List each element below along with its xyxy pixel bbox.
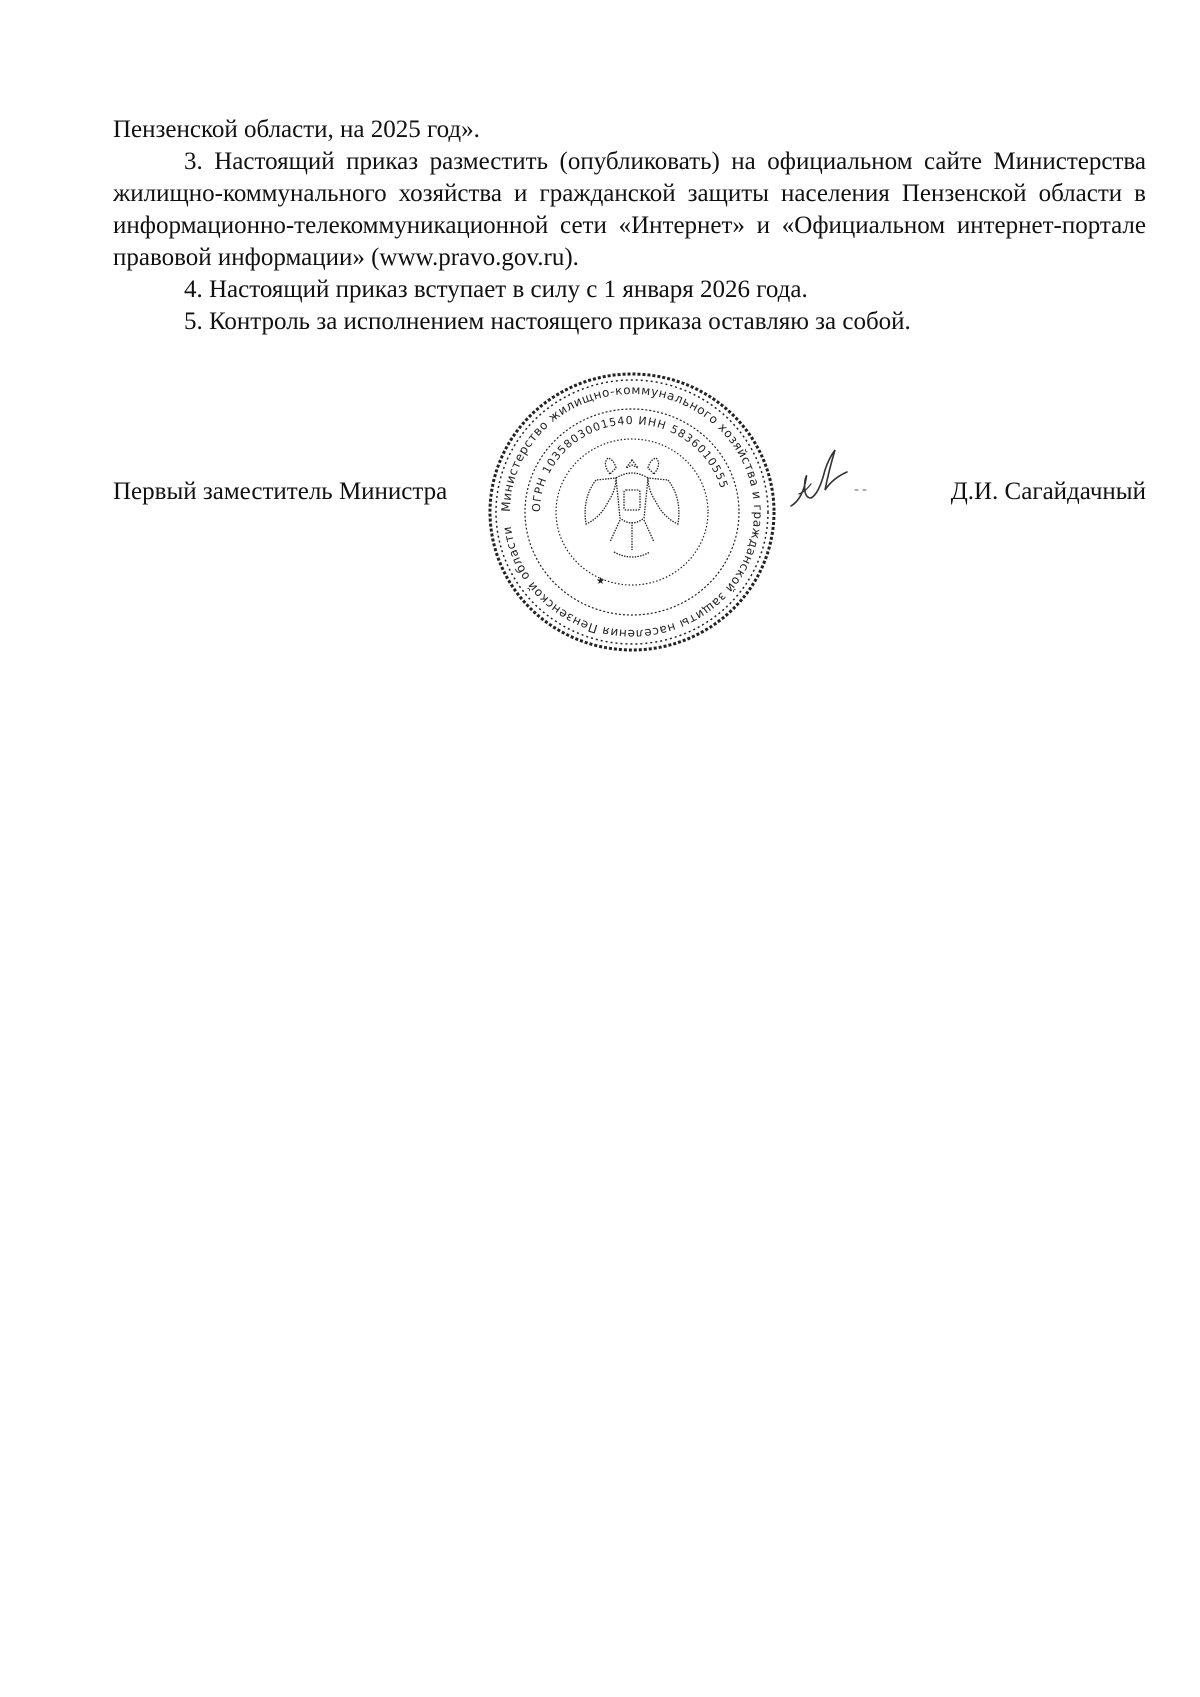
seal-star-icon: ★ — [596, 576, 605, 587]
signatory-title: Первый заместитель Министра — [113, 478, 448, 505]
seal-outer-text: Министерство жилищно-коммунального хозяйства и гражданской защиты населения Пензенской области — [498, 382, 766, 642]
signature-block — [113, 476, 1146, 512]
document-body — [113, 114, 1146, 338]
paragraph-item-5: 5. Контроль за исполнением настоящего приказа оставляю за собой. — [184, 308, 911, 335]
paragraph-item-3: 3. Настоящий приказ разместить (опубликовать) на официальном сайте Министерства жилищно-коммунального хозяйства и гражданской защиты населения Пензенской области в информационно-телекоммуникационной сети «Интернет» и «Официальном интернет-портале правовой информации» (www.pravo.gov.ru). — [113, 148, 1146, 271]
official-seal — [478, 362, 786, 662]
signatory-name: Д.И. Сагайдачный — [950, 478, 1146, 505]
paragraph-continuation: Пензенской области, на 2025 год». — [113, 116, 480, 143]
seal-middle-ring — [525, 409, 739, 615]
paragraph-item-4: 4. Настоящий приказ вступает в силу с 1 января 2026 года. — [184, 276, 808, 303]
seal-inner-text: ОГРН 1035803001540 ИНН 5836010555 — [529, 413, 731, 513]
